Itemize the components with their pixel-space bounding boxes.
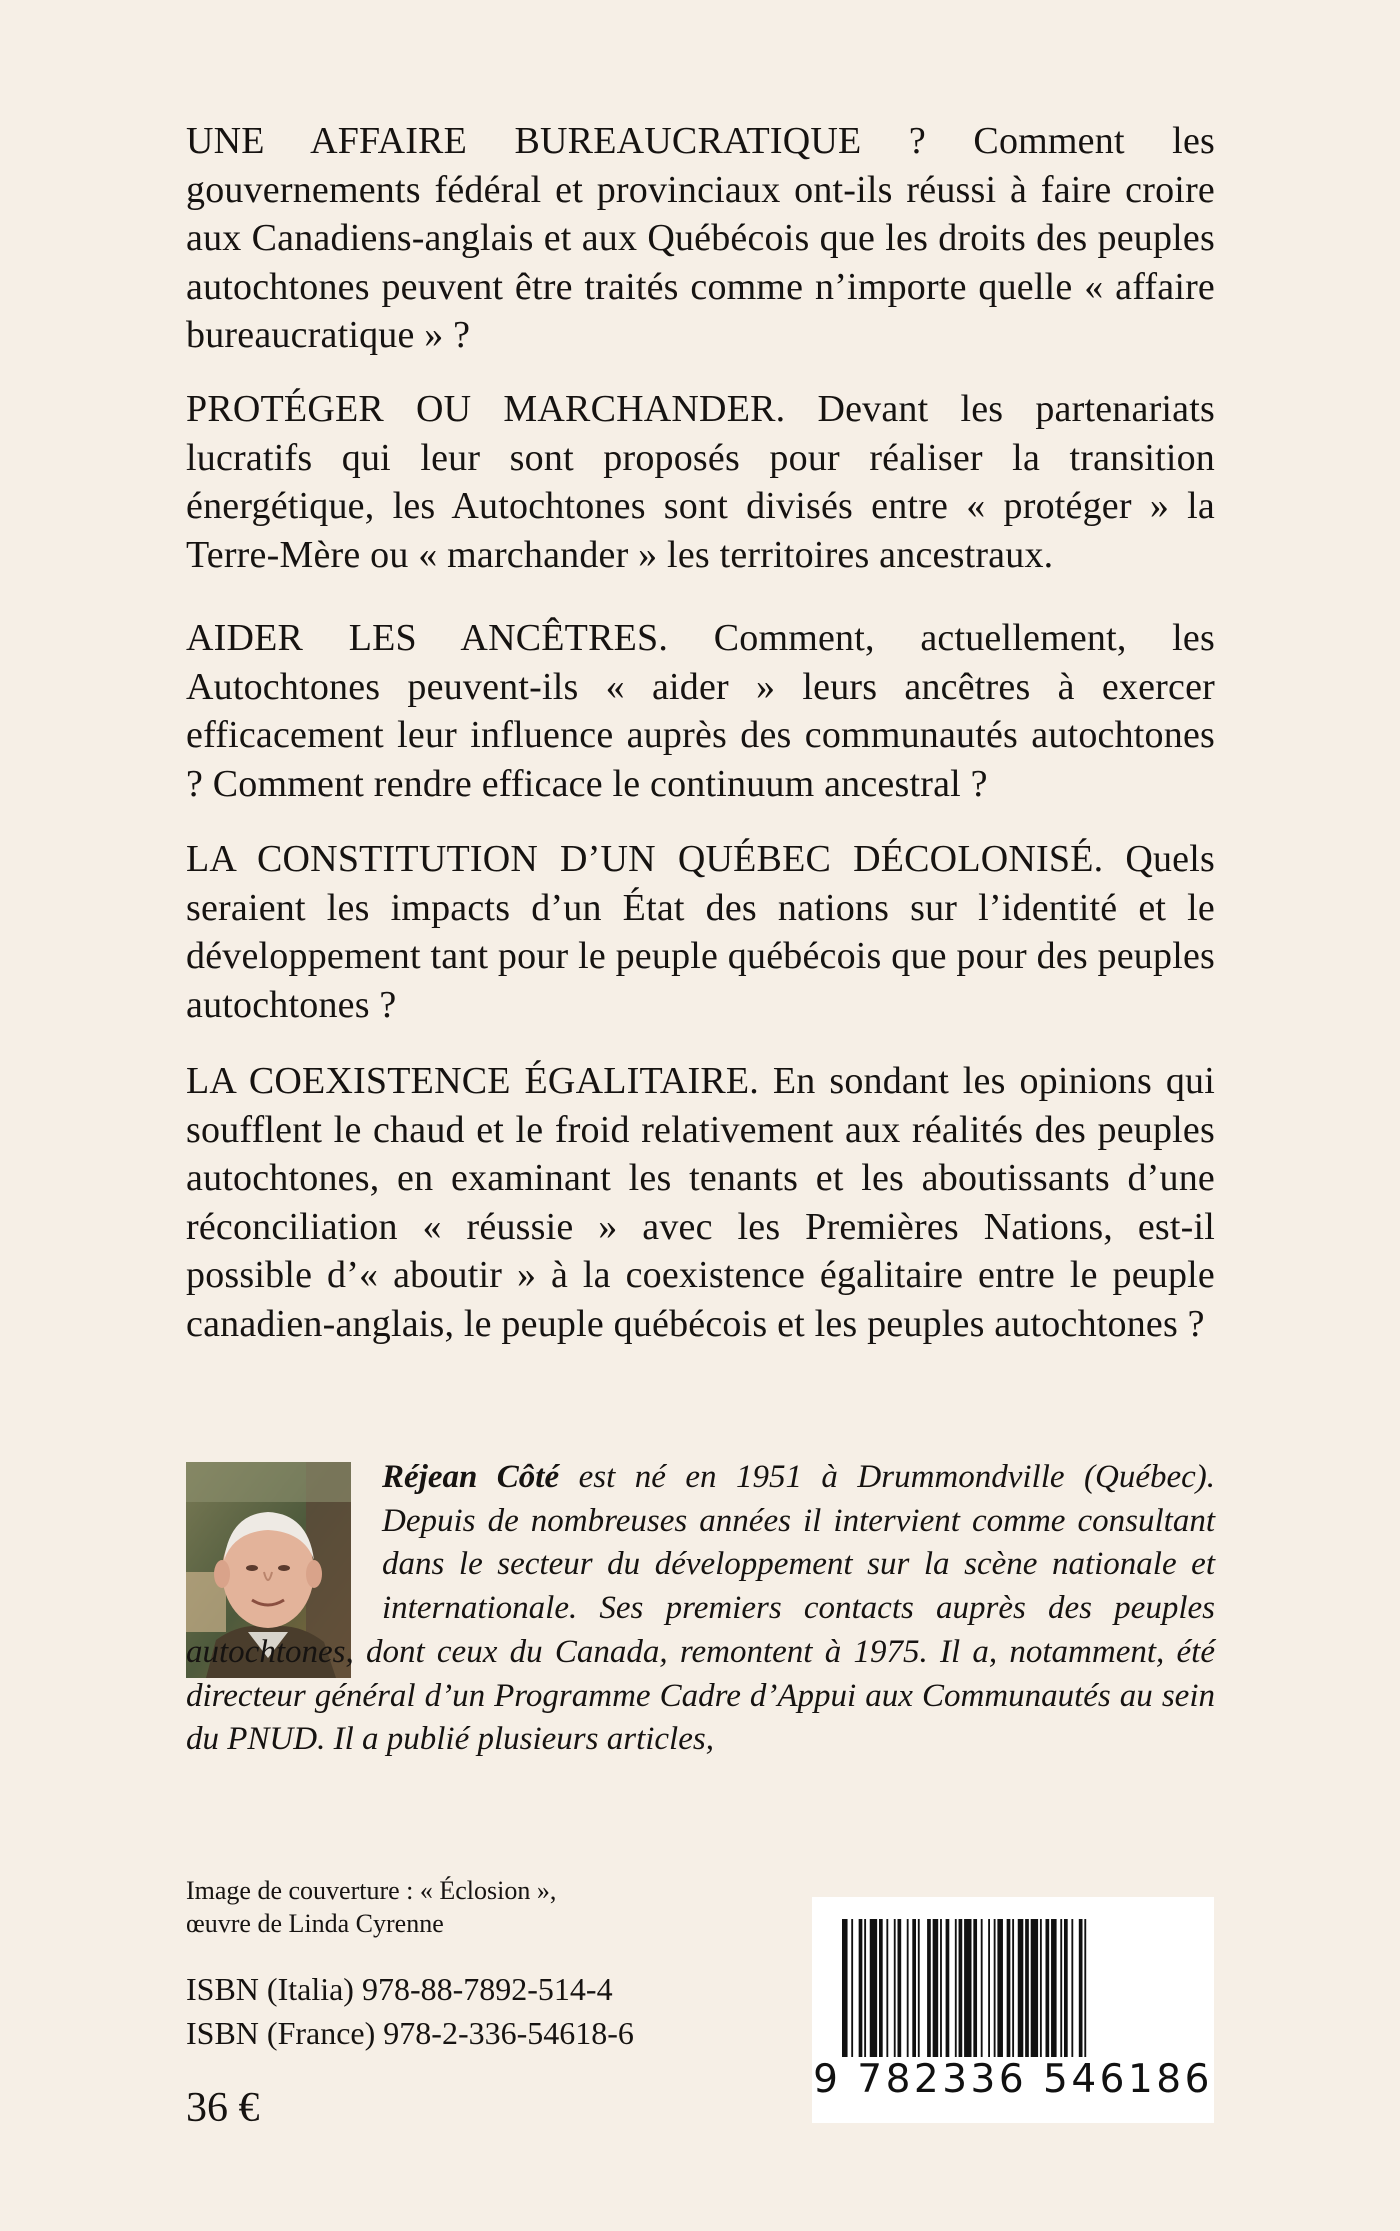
price: 36 € — [186, 2085, 260, 2131]
barcode-bar — [859, 1919, 863, 2057]
barcode-bar — [1064, 1919, 1068, 2057]
author-bio-text: est né en 1951 à Drummondville (Québec). Depuis de nombreuses années il intervient comme consultant dans le secteur du développement sur la scène nationale et internationale. Ses premiers contacts auprès des peuples autochtones, dont ceux du Canada, remontent à 1975. Il a, notamment, été directeur général d’un Programme Cadre d’Appui aux Communautés au sein du PNUD. Il a publié plusieurs articles, — [186, 1459, 1215, 1758]
barcode-bar — [842, 1919, 848, 2057]
barcode-bar — [994, 1919, 996, 2057]
barcode-bar — [864, 1919, 866, 2057]
barcode-digits: 9 782336 546186 — [813, 2057, 1213, 2102]
barcode-bar — [894, 1919, 896, 2057]
barcode-bar — [1031, 1919, 1038, 2057]
cover-credit-line2: œuvre de Linda Cyrenne — [186, 1909, 444, 1938]
barcode-bar — [918, 1919, 920, 2057]
barcode-bar — [959, 1919, 963, 2057]
barcode-bar — [1046, 1919, 1050, 2057]
barcode-bar — [1012, 1919, 1014, 2057]
barcode-bar — [997, 1919, 1003, 2057]
blurb-paragraph-proteger: PROTÉGER OU MARCHANDER. Devant les partenariats lucratifs qui leur sont proposés pour réaliser la transition énergétique, les Autochtones sont divisés entre « protéger » la Terre-Mère ou « marchander » les territoires ancestraux. — [186, 388, 1215, 576]
barcode-bar — [981, 1919, 983, 2057]
barcode — [812, 1897, 1214, 2123]
photo-spacer — [186, 1456, 382, 1629]
barcode-bar — [1040, 1919, 1042, 2057]
isbn-block — [186, 1967, 634, 2055]
blurb-paragraph-ancetres: AIDER LES ANCÊTRES. Comment, actuellement, les Autochtones peuvent-ils « aider » leurs ancêtres à exercer efficacement leur influence auprès des communautés autochtones ? Comment rendre efficace le continuum ancestral ? — [186, 617, 1215, 805]
cover-credit — [186, 1874, 556, 1940]
barcode-bar — [851, 1919, 853, 2057]
author-bio — [186, 1456, 1215, 1762]
blurb-paragraph-coexistence: LA COEXISTENCE ÉGALITAIRE. En sondant les opinions qui soufflent le chaud et le froid relativement aux réalités des peuples autochtones, en examinant les tenants et les aboutissants d’une réconciliation « réussie » avec les Premières Nations, est-il possible d’« aboutir » à la coexistence égalitaire entre le peuple canadien-anglais, le peuple québécois et les peuples autochtones ? — [186, 1060, 1215, 1345]
barcode-bar — [898, 1919, 902, 2057]
isbn-france: ISBN (France) 978-2-336-54618-6 — [186, 2015, 634, 2051]
isbn-italia: ISBN (Italia) 978-88-7892-514-4 — [186, 1971, 613, 2007]
barcode-bar — [973, 1919, 977, 2057]
barcode-bar — [988, 1919, 990, 2057]
barcode-bar — [955, 1919, 957, 2057]
barcode-bar — [1060, 1919, 1062, 2057]
barcode-bar — [907, 1919, 909, 2057]
barcode-bar — [870, 1919, 877, 2057]
cover-credit-line1: Image de couverture : « Éclosion », — [186, 1876, 557, 1905]
barcode-bar — [1051, 1919, 1057, 2057]
barcode-bar — [946, 1919, 950, 2057]
barcode-bar — [1018, 1919, 1024, 2057]
barcode-bar — [1025, 1919, 1029, 2057]
blurb-paragraph-constitution: LA CONSTITUTION D’UN QUÉBEC DÉCOLONISÉ. Quels seraient les impacts d’un État des nations sur l’identité et le développement tant pour le peuple québécois que pour des peuples autochtones ? — [186, 838, 1215, 1026]
barcode-bar — [1084, 1919, 1086, 2057]
barcode-bar — [1007, 1919, 1011, 2057]
barcode-bar — [912, 1919, 916, 2057]
barcode-bar — [964, 1919, 971, 2057]
barcode-bar — [879, 1919, 883, 2057]
barcode-bar — [927, 1919, 931, 2057]
barcode-bar — [940, 1919, 942, 2057]
barcode-bar — [886, 1919, 888, 2057]
barcode-bar — [1071, 1919, 1073, 2057]
barcode-bar — [933, 1919, 939, 2057]
author-name: Réjean Côté — [382, 1459, 560, 1495]
barcode-bar — [1079, 1919, 1083, 2057]
blurb-paragraph-bureaucratique: UNE AFFAIRE BUREAUCRATIQUE ? Comment les gouvernements fédéral et provinciaux ont-ils réussi à faire croire aux Canadiens-anglais et aux Québécois que les droits des peuples autochtones peuvent être traités comme n’importe quelle « affaire bureaucratique » ? — [186, 120, 1215, 356]
